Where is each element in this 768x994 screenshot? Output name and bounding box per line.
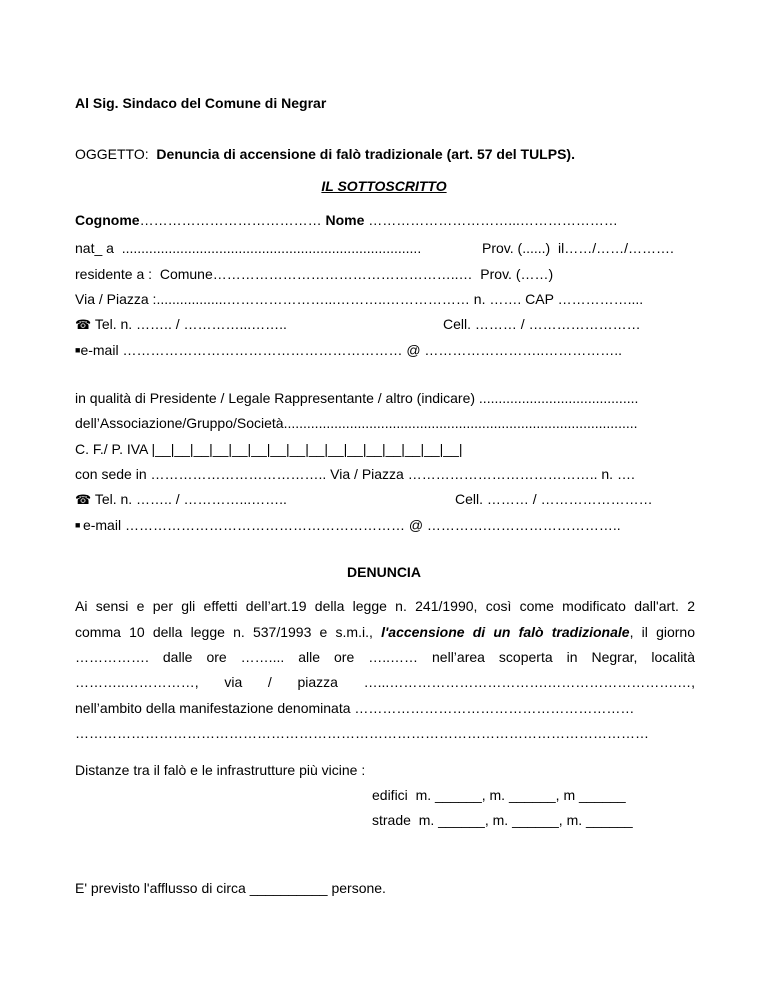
cognome-field[interactable]: ………………………………… <box>139 212 322 228</box>
nome-label: Nome <box>321 212 365 228</box>
email-line[interactable] <box>75 342 622 358</box>
body-line-1: Ai sensi e per gli effetti dell’art.19 della legge n. 241/1990, così come modificato dall'art. 2 <box>75 598 695 614</box>
nato-field[interactable]: nat_ a ............................................................................. <box>75 240 422 256</box>
recipient-line: Al Sig. Sindaco del Comune di Negrar <box>75 95 327 111</box>
cf-piva-line[interactable] <box>75 441 463 457</box>
email-field[interactable]: e-mail …………………………………………………… @ ……………………..…………….. <box>80 342 622 358</box>
body-line-6[interactable]: …………………………………………………………………………………………………………… <box>75 725 649 741</box>
tel-field[interactable]: Tel. n. …….. / …………...…….. <box>94 316 287 332</box>
qualita-field[interactable]: in qualità di Presidente / Legale Rappresentante / altro (indicare) ......................................... <box>75 390 639 406</box>
cognome-label: Cognome <box>75 212 140 228</box>
section-title: IL SOTTOSCRITTO <box>321 178 447 194</box>
nome-field[interactable]: …………………………...………………… <box>364 212 618 228</box>
body-line-4[interactable]: ………..……………, via / piazza …...…………………………….……………………….…, <box>75 674 695 690</box>
phone-icon: ☎ <box>75 317 95 332</box>
company-tel-field[interactable]: Tel. n. …….. / …………...…….. <box>94 491 287 507</box>
company-tel-line[interactable] <box>75 491 287 508</box>
cognome-nome-line[interactable] <box>75 212 618 228</box>
associazione-field[interactable]: dell’Associazione/Gruppo/Società........................................................................................... <box>75 415 638 431</box>
body-line-2 <box>75 624 695 640</box>
denuncia-title: DENUNCIA <box>347 564 421 580</box>
tel-line[interactable] <box>75 316 287 333</box>
cf-label: C. F./ P. IVA <box>75 441 152 457</box>
cf-boxes-field[interactable]: |__|__|__|__|__|__|__|__|__|__|__|__|__|__|__|__| <box>151 441 463 457</box>
via-field[interactable]: Via / Piazza :..................…………………...………..……………… n. ……. CAP …………….... <box>75 291 644 307</box>
company-email-line[interactable] <box>75 517 621 533</box>
nato-prov-date-field[interactable]: Prov. (......) il……/……/………. <box>482 240 674 256</box>
body-line-2-bold: l'accensione di un falò tradizionale <box>381 624 630 640</box>
phone-icon: ☎ <box>75 492 95 507</box>
distanze-strade-field[interactable]: strade m. ______, m. ______, m. ______ <box>372 812 633 828</box>
body-line-2-start: comma 10 della legge n. 537/1993 e s.m.i., <box>75 624 382 640</box>
bullet-icon: ■ <box>75 345 81 355</box>
body-line-5[interactable]: nell’ambito della manifestazione denominata …………………………………………………… <box>75 700 635 716</box>
distanze-edifici-field[interactable]: edifici m. ______, m. ______, m ______ <box>372 787 626 803</box>
afflusso-field[interactable]: E' previsto l'afflusso di circa __________ persone. <box>75 880 386 896</box>
company-cell-field[interactable]: Cell. ……… / …………………… <box>455 491 653 507</box>
cell-field[interactable]: Cell. ……… / …………………… <box>443 316 641 332</box>
distanze-title: Distanze tra il falò e le infrastrutture più vicine : <box>75 762 366 778</box>
company-email-field[interactable]: e-mail …………………………………………………… @ ………….……………………….. <box>82 517 621 533</box>
subject-text: Denuncia di accensione di falò tradizionale (art. 57 del TULPS). <box>156 146 575 162</box>
body-line-2-end: , il giorno <box>629 624 695 640</box>
subject-label: OGGETTO: <box>75 146 157 162</box>
subject-line <box>75 146 575 162</box>
bullet-icon: ■ <box>75 520 83 530</box>
residente-field[interactable]: residente a : Comune……………………………………………..… Prov. (……) <box>75 266 554 282</box>
body-line-3[interactable]: ……………. dalle ore …….... alle ore …..…… nell’area scoperta in Negrar, località <box>75 649 695 665</box>
sede-field[interactable]: con sede in ……………………………….. Via / Piazza ………………………………….. n. …. <box>75 466 635 482</box>
